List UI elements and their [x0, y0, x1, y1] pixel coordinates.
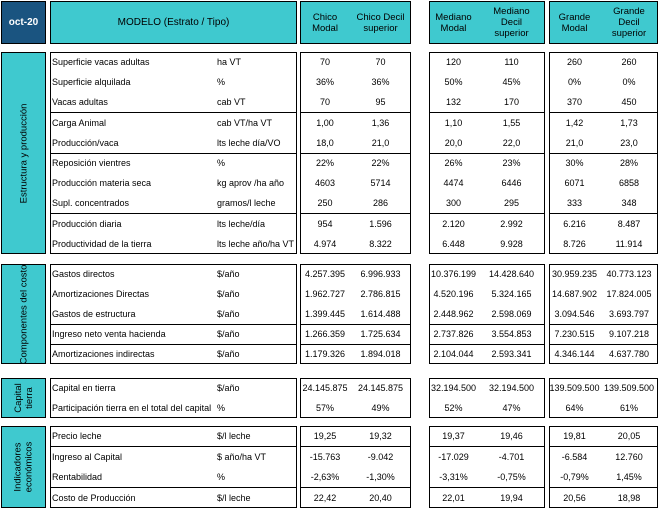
row-value: 139.509.500: [549, 383, 600, 393]
row-value: 19,46: [500, 431, 523, 442]
section-label-text: Estructura y producción: [18, 103, 30, 203]
row-value: 7.230.515: [554, 329, 595, 339]
row-value: 20,56: [563, 492, 586, 503]
column-header: Mediano Decil superior: [493, 6, 530, 39]
row-value: 6.448: [442, 238, 465, 249]
row-value: 22,0: [502, 137, 521, 148]
row-label: Superficie vacas adultas: [52, 57, 150, 68]
row-label: Supl. concentrados: [52, 198, 130, 209]
row-unit: cab VT: [217, 97, 246, 108]
row-value: 22%: [371, 158, 390, 169]
row-value: 20,40: [369, 492, 392, 503]
row-value: 300: [445, 198, 462, 209]
row-value: 8.726: [563, 238, 586, 249]
table-row: [0, 72, 660, 92]
row-value: 260: [566, 57, 583, 68]
table-row: [0, 264, 660, 284]
row-label: Capital en tierra: [52, 383, 116, 393]
row-value: 295: [503, 198, 520, 209]
row-label: Ingreso neto venta hacienda: [52, 329, 166, 339]
row-value: 1,00: [316, 117, 334, 128]
row-label: Producción materia seca: [52, 178, 152, 189]
row-value: 17.824.005: [606, 289, 652, 299]
row-unit: %: [217, 472, 226, 483]
row-value: 954: [317, 218, 333, 229]
row-unit: gramos/l leche: [217, 198, 276, 209]
row-value: 110: [504, 57, 519, 68]
row-value: 57%: [315, 403, 334, 413]
section-label-text: Capital tierra: [12, 383, 35, 413]
row-value: 1.266.359: [304, 329, 346, 339]
row-value: 45%: [502, 77, 521, 88]
row-label: Costo de Producción: [52, 492, 136, 503]
row-value: 21,0: [371, 137, 390, 148]
row-value: 170: [503, 97, 520, 108]
row-value: -15.763: [309, 451, 341, 462]
column-header: Chico Decil superior: [356, 11, 405, 34]
row-value: -1,30%: [366, 472, 395, 483]
row-value: 32.194.500: [430, 383, 477, 393]
row-value: -3,31%: [439, 472, 468, 483]
row-value: 2.992: [500, 218, 523, 229]
row-value: 14.687.902: [551, 289, 598, 299]
row-value: 36%: [371, 77, 390, 88]
row-value: 47%: [502, 403, 521, 413]
row-label: Superficie alquilada: [52, 77, 131, 88]
row-value: 23%: [502, 158, 521, 169]
row-value: 6858: [618, 178, 640, 189]
row-value: 11.914: [615, 238, 643, 249]
column-header: Grande Decil superior: [611, 6, 647, 39]
row-value: 1,55: [502, 117, 521, 128]
row-unit: lts leche/día: [217, 218, 266, 229]
row-value: 139.509.500: [603, 383, 655, 393]
table-row: [0, 52, 660, 72]
row-value: 40.773.123: [606, 269, 652, 279]
row-value: 4603: [314, 178, 336, 189]
row-unit: $/año: [217, 269, 240, 279]
row-unit: $ año/ha VT: [217, 451, 267, 462]
row-value: -9.042: [367, 451, 394, 462]
row-value: 61%: [619, 403, 638, 413]
row-value: 1.596: [369, 218, 392, 229]
row-label: Producción diaria: [52, 218, 122, 229]
column-header: Mediano Modal: [435, 11, 472, 34]
row-value: 22,01: [442, 492, 465, 503]
row-value: 1.894.018: [360, 349, 401, 359]
row-value: -0,79%: [560, 472, 589, 483]
row-value: 9.107.218: [608, 329, 650, 339]
row-label: Rentabilidad: [52, 472, 103, 483]
row-value: 19,32: [369, 431, 392, 442]
table-row: [0, 153, 660, 173]
row-value: 4.520.196: [433, 289, 474, 299]
table-row: [0, 133, 660, 153]
row-value: 20,0: [444, 137, 463, 148]
table-row: [0, 324, 660, 344]
row-value: 18,98: [617, 492, 641, 503]
row-value: 3.693.797: [608, 309, 650, 319]
row-label: Precio leche: [52, 431, 102, 442]
row-value: 0%: [567, 77, 581, 88]
table-row: [0, 92, 660, 112]
row-value: 8.322: [369, 238, 392, 249]
row-unit: $/año: [217, 309, 240, 319]
row-value: 10.376.199: [430, 269, 477, 279]
table-row: [0, 193, 660, 213]
row-value: 1,42: [565, 117, 584, 128]
row-value: 6.996.933: [360, 269, 401, 279]
row-value: 24.145.875: [357, 383, 404, 393]
table-row: [0, 234, 660, 254]
row-value: 6446: [501, 178, 522, 189]
row-unit: %: [217, 77, 226, 88]
row-label: Amortizaciones Directas: [52, 289, 150, 299]
row-value: 26%: [444, 158, 463, 169]
row-unit: $/año: [217, 329, 240, 339]
table-row: [0, 488, 660, 509]
row-value: -2,63%: [310, 472, 340, 483]
row-unit: ha VT: [217, 57, 242, 68]
row-value: 4.974: [313, 238, 337, 249]
row-unit: %: [217, 158, 226, 169]
row-value: 2.593.341: [491, 349, 532, 359]
row-label: Vacas adultas: [52, 97, 108, 108]
row-value: 22,42: [313, 492, 337, 503]
row-value: 64%: [565, 403, 584, 413]
row-value: 95: [375, 97, 386, 108]
row-value: 70: [319, 57, 330, 68]
row-value: 1,45%: [616, 472, 642, 483]
row-value: 132: [445, 97, 462, 108]
row-unit: cab VT/ha VT: [217, 117, 273, 128]
row-value: 23,0: [620, 137, 638, 148]
row-value: 12.760: [615, 451, 643, 462]
row-value: 20,05: [617, 431, 641, 442]
row-value: 19,94: [500, 492, 523, 503]
row-value: 120: [445, 57, 462, 68]
row-value: 19,25: [313, 431, 337, 442]
row-label: Participación tierra en el total del capital: [52, 403, 212, 413]
row-value: 18,0: [316, 137, 334, 148]
row-value: 4.346.144: [554, 349, 595, 359]
row-value: 52%: [444, 403, 463, 413]
row-value: 28%: [619, 158, 638, 169]
table-row: [0, 447, 660, 468]
table-row: [0, 113, 660, 133]
row-value: 50%: [444, 77, 463, 88]
row-label: Productividad de la tierra: [52, 238, 152, 249]
row-value: 6071: [564, 178, 585, 189]
row-value: 1,10: [444, 117, 463, 128]
row-value: 8.487: [617, 218, 641, 229]
row-unit: $/l leche: [217, 431, 251, 442]
table-row: [0, 344, 660, 364]
row-value: 19,37: [442, 431, 465, 442]
row-value: 348: [621, 198, 637, 209]
row-label: Producción/vaca: [52, 137, 119, 148]
table-row: [0, 378, 660, 398]
row-value: 286: [372, 198, 389, 209]
row-value: 333: [566, 198, 583, 209]
row-value: 1,36: [371, 117, 390, 128]
row-unit: $/l leche: [217, 492, 251, 503]
row-value: 260: [621, 57, 637, 68]
row-value: 30.959.235: [551, 269, 598, 279]
row-unit: lts leche día/VO: [217, 137, 281, 148]
row-value: 2.104.044: [433, 349, 474, 359]
table-row: [0, 304, 660, 324]
row-value: 1.962.727: [304, 289, 346, 299]
row-value: 70: [375, 57, 386, 68]
table-row: [0, 426, 660, 447]
row-value: 2.120: [442, 218, 465, 229]
row-value: 5714: [370, 178, 391, 189]
row-value: 30%: [565, 158, 584, 169]
section-label-text: Componentes del costo: [18, 264, 29, 364]
section-label-text: Indicadores económicos: [12, 441, 35, 493]
table-row: [0, 214, 660, 234]
row-value: 19,81: [563, 431, 586, 442]
row-value: 2.598.069: [491, 309, 532, 319]
row-value: 4.257.395: [304, 269, 346, 279]
row-unit: $/año: [217, 349, 240, 359]
model-title-cell: MODELO (Estrato / Tipo): [50, 1, 297, 44]
row-value: 70: [319, 97, 330, 108]
table-row: [0, 284, 660, 304]
row-value: 3.094.546: [554, 309, 595, 319]
row-value: 5.324.165: [491, 289, 532, 299]
row-label: Reposición vientres: [52, 158, 131, 169]
row-value: 24.145.875: [302, 383, 348, 393]
row-value: -4.701: [498, 451, 525, 462]
period-cell: oct-20: [1, 1, 46, 44]
table-row: [0, 398, 660, 418]
row-unit: $/año: [217, 289, 240, 299]
row-value: 22%: [315, 158, 334, 169]
row-value: 450: [621, 97, 637, 108]
row-unit: %: [217, 403, 226, 413]
row-value: 4.637.780: [608, 349, 650, 359]
row-value: 370: [566, 97, 583, 108]
row-value: 1.179.326: [304, 349, 346, 359]
row-value: 250: [317, 198, 333, 209]
row-value: 3.554.853: [491, 329, 532, 339]
row-value: -6.584: [561, 451, 588, 462]
table-row: [0, 467, 660, 488]
row-value: 0%: [622, 77, 636, 88]
row-label: Gastos directos: [52, 269, 115, 279]
row-unit: kg aprov /ha año: [217, 178, 285, 189]
row-value: 6.216: [563, 218, 586, 229]
row-label: Gastos de estructura: [52, 309, 136, 319]
row-value: 9.928: [500, 238, 523, 249]
row-value: 2.448.962: [433, 309, 474, 319]
column-header: Chico Modal: [312, 11, 338, 34]
row-value: -17.029: [438, 451, 469, 462]
column-header: Grande Modal: [558, 11, 591, 34]
row-value: 1.614.488: [360, 309, 401, 319]
row-value: 21,0: [565, 137, 584, 148]
row-value: 14.428.640: [488, 269, 535, 279]
row-label: Amortizaciones indirectas: [52, 349, 155, 359]
table-row: [0, 173, 660, 193]
row-value: 1,73: [620, 117, 638, 128]
row-value: 2.737.826: [433, 329, 474, 339]
row-value: 1.399.445: [304, 309, 346, 319]
row-unit: lts leche año/ha VT: [217, 238, 295, 249]
row-label: Ingreso al Capital: [52, 451, 123, 462]
row-value: 2.786.815: [360, 289, 401, 299]
row-value: 36%: [315, 77, 334, 88]
row-value: 49%: [371, 403, 390, 413]
row-value: 4474: [443, 178, 464, 189]
row-value: 1.725.634: [360, 329, 401, 339]
row-unit: $/año: [217, 383, 240, 393]
row-value: 32.194.500: [488, 383, 535, 393]
row-label: Carga Animal: [52, 117, 107, 128]
row-value: -0,75%: [497, 472, 526, 483]
